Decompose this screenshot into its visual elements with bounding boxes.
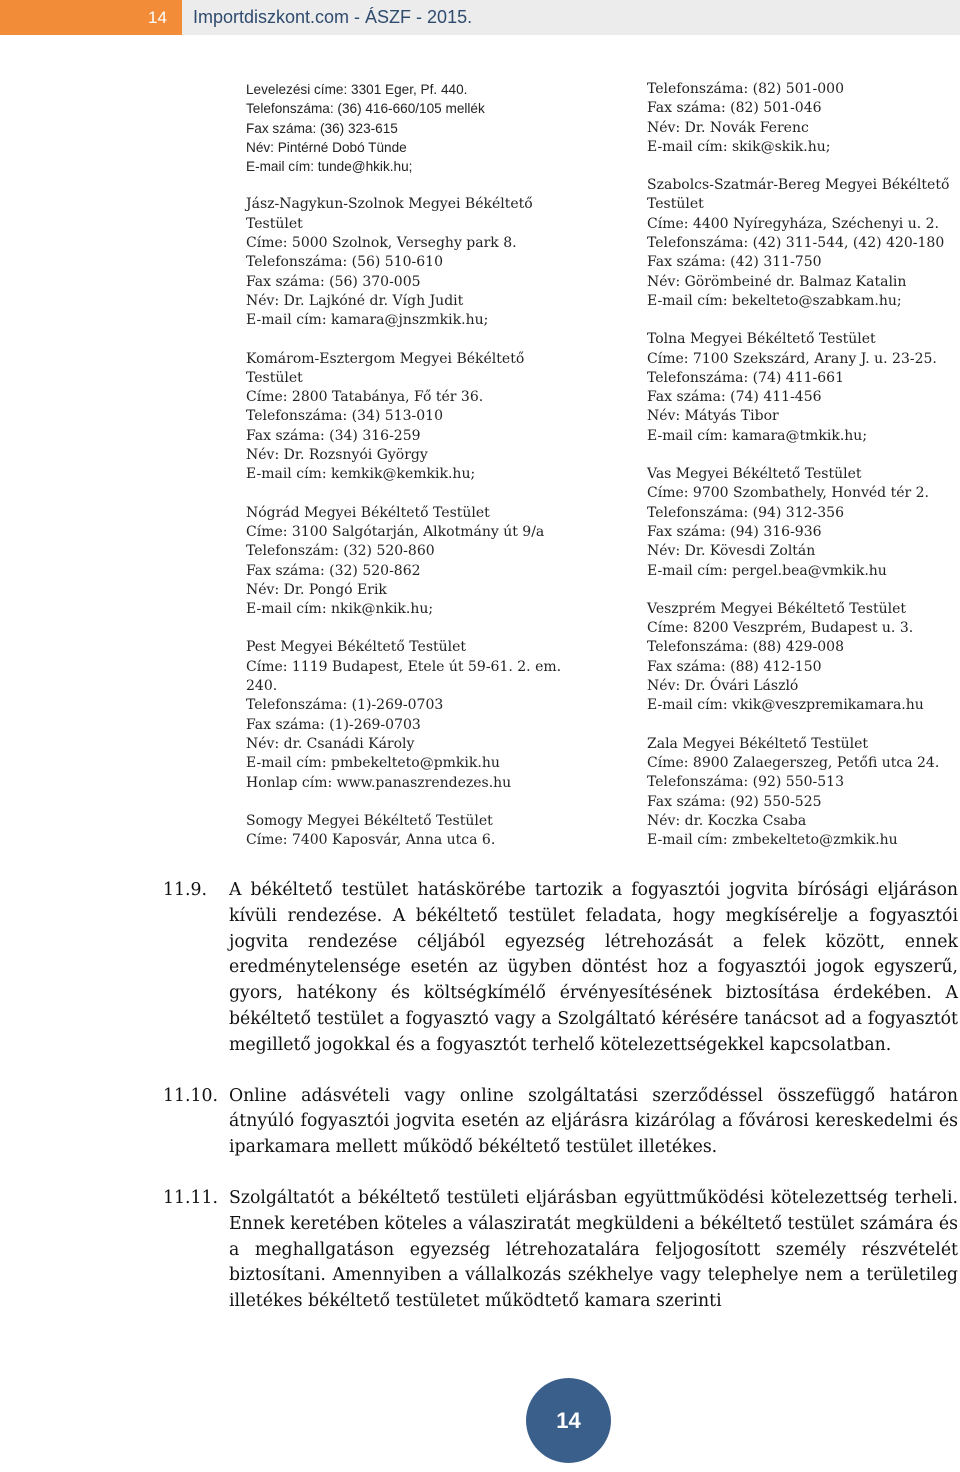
contact-line: Levelezési címe: 3301 Eger, Pf. 440.: [246, 82, 468, 97]
clause-text: Online adásvételi vagy online szolgáltatási szerződéssel összefüggő határon átnyúló fogyasztói jogvita esetén az eljárásra kizárólag a fővárosi kereskedelmi és iparkamara mellett működő békéltető testület illetékes.: [229, 1085, 958, 1158]
contact-line: Fax száma: (82) 501-046: [647, 100, 822, 117]
contact-line: Telefonszáma: (94) 312-356: [647, 504, 844, 521]
contact-line: Címe: 7100 Szekszárd, Arany J. u. 23-25.: [647, 350, 937, 367]
page-number-badge: 14: [526, 1378, 611, 1463]
contact-line: Szabolcs-Szatmár-Bereg Megyei Békéltető: [647, 177, 950, 194]
contact-line: Fax száma: (42) 311-750: [647, 254, 822, 271]
contact-block: [246, 812, 586, 851]
contact-line: E-mail cím: pmbekelteto@pmkik.hu: [246, 755, 500, 772]
contact-line: E-mail cím: skik@skik.hu;: [647, 138, 831, 155]
clause-text: Szolgáltatót a békéltető testületi eljárásban együttműködési kötelezettség terheli. Ennek keretében köteles a válasziratát megküldeni a békéltető testület számára és a meghallgatáson egyezség létrehozatalára feljogosított személy részvételét biztosítani. Amennyiben a vállalkozás székhelye vagy telephelye nem a területileg illetékes békéltető testületet működtető kamara szerinti: [229, 1187, 958, 1312]
contact-line: Telefonszáma: (56) 510-610: [246, 254, 443, 271]
contact-line: Név: Dr. Lajkóné dr. Vígh Judit: [246, 292, 464, 309]
clause-number: 11.11.: [163, 1187, 218, 1208]
contact-line: E-mail cím: tunde@hkik.hu;: [246, 159, 413, 175]
contact-line: Címe: 3100 Salgótarján, Alkotmány út 9/a: [246, 523, 545, 540]
contact-line: Fax száma: (94) 316-936: [647, 523, 822, 540]
contact-line: Fax száma: (36) 323-615: [246, 120, 398, 136]
contact-line: Telefonszám: (32) 520-860: [246, 543, 435, 560]
clause-item: [163, 1084, 958, 1161]
contact-line: E-mail cím: bekelteto@szabkam.hu;: [647, 292, 902, 309]
contact-block: [647, 465, 947, 581]
contact-line: E-mail cím: vkik@veszpremikamara.hu: [647, 697, 924, 714]
contact-line: Név: Dr. Óvári László: [647, 678, 799, 695]
contact-line: Név: Görömbeiné dr. Balmaz Katalin: [647, 273, 907, 290]
clause-text: A békéltető testület hatáskörébe tartozik a fogyasztói jogvita bírósági eljáráson kívüli rendezése. A békéltető testület feladata, hogy megkísérelje a fogyasztói jogvita rendezése céljából egyezség létrehozását a felek között, ennek eredménytelensége esetén az ügyben döntést hoz a fogyasztói jogok egyszerű, gyors, hatékony és költségkímélő érvényesítésének biztosítása érdekében. A békéltető testület a fogyasztó vagy a Szolgáltató kérésére tanácsot ad a fogyasztót megillető jogokkal és a fogyasztót terhelő kötelezettségekkel kapcsolatban.: [229, 880, 958, 1055]
contact-line: Telefonszáma: (34) 513-010: [246, 408, 443, 425]
contact-line: Név: Mátyás Tibor: [647, 408, 779, 425]
contact-line: Fax száma: (32) 520-862: [246, 562, 421, 579]
contact-line: Telefonszáma: (88) 429-008: [647, 639, 844, 656]
contact-line: E-mail cím: kemkik@kemkik.hu;: [246, 466, 476, 483]
contact-line: Név: Dr. Rozsnyói György: [246, 447, 428, 464]
contact-line: Telefonszáma: (82) 501-000: [647, 81, 844, 97]
header-title: Importdiszkont.com - ÁSZF - 2015.: [193, 7, 473, 27]
contact-block: [246, 80, 586, 176]
clause-item: [163, 878, 958, 1059]
contact-line: Címe: 7400 Kaposvár, Anna utca 6.: [246, 832, 496, 849]
contact-line: Fax száma: (1)-269-0703: [246, 716, 421, 733]
contact-line: Név: Dr. Kövesdi Zoltán: [647, 543, 816, 560]
contact-block: [246, 504, 586, 620]
contact-line: Név: Dr. Novák Ferenc: [647, 119, 809, 136]
contact-line: E-mail cím: pergel.bea@vmkik.hu: [647, 562, 887, 579]
clause-number: 11.9.: [163, 880, 207, 900]
contact-line: E-mail cím: nkik@nkik.hu;: [246, 601, 434, 618]
contact-block: [246, 195, 586, 330]
contact-line: Címe: 4400 Nyíregyháza, Széchenyi u. 2.: [647, 215, 939, 232]
contact-line: Fax száma: (56) 370-005: [246, 273, 421, 290]
contact-line: E-mail cím: kamara@tmkik.hu;: [647, 427, 868, 444]
contact-line: Veszprém Megyei Békéltető Testület: [647, 600, 907, 617]
contact-line: E-mail cím: zmbekelteto@zmkik.hu: [647, 832, 898, 849]
clause-number: 11.10.: [163, 1085, 218, 1106]
contact-line: Telefonszáma: (1)-269-0703: [246, 697, 444, 714]
contact-line: Fax száma: (74) 411-456: [647, 389, 822, 406]
contact-line: Fax száma: (34) 316-259: [246, 427, 421, 444]
contact-line: Telefonszáma: (92) 550-513: [647, 774, 844, 791]
contact-block: [647, 330, 947, 446]
contact-line: Nógrád Megyei Békéltető Testület: [246, 504, 490, 521]
contact-line: Komárom-Esztergom Megyei Békéltető: [246, 350, 525, 367]
contact-line: Telefonszáma: (74) 411-661: [647, 369, 844, 386]
contact-block: [246, 638, 586, 792]
contact-line: Vas Megyei Békéltető Testület: [647, 466, 862, 483]
contact-line: Pest Megyei Békéltető Testület: [246, 639, 467, 656]
contact-line: Címe: 2800 Tatabánya, Fő tér 36.: [246, 389, 484, 406]
contact-block: [647, 600, 947, 716]
contact-line: Címe: 8900 Zalaegerszeg, Petőfi utca 24.: [647, 754, 940, 771]
contact-line: Címe: 8200 Veszprém, Budapest u. 3.: [647, 620, 914, 637]
contact-line: E-mail cím: kamara@jnszmkik.hu;: [246, 312, 489, 329]
contact-block: [647, 176, 950, 311]
contact-block: [647, 80, 947, 157]
clause-item: [163, 1186, 958, 1315]
contact-line: Zala Megyei Békéltető Testület: [647, 735, 869, 752]
contact-line: Címe: 5000 Szolnok, Verseghy park 8.: [246, 235, 517, 252]
contact-line: Telefonszáma: (36) 416-660/105 mellék: [246, 101, 485, 117]
contact-line: Honlap cím: www.panaszrendezes.hu: [246, 774, 512, 791]
contact-line: Fax száma: (88) 412-150: [647, 658, 822, 675]
contact-block: [246, 350, 586, 485]
contact-line: Fax száma: (92) 550-525: [647, 793, 822, 810]
contact-line: Testület: [647, 196, 704, 213]
contact-line: Név: dr. Csanádi Károly: [246, 735, 415, 752]
clauses-section: [163, 878, 958, 1340]
contact-block: [647, 735, 947, 851]
contact-line: Név: Pintérné Dobó Tünde: [246, 139, 407, 155]
right-contact-column: [647, 80, 950, 869]
contact-line: Név: Dr. Pongó Erik: [246, 581, 387, 598]
contact-line: Tolna Megyei Békéltető Testület: [647, 331, 876, 348]
contact-line: Somogy Megyei Békéltető Testület: [246, 812, 493, 829]
left-contact-column: [246, 80, 586, 869]
contact-line: Címe: 9700 Szombathely, Honvéd tér 2.: [647, 485, 930, 502]
contact-line: Címe: 1119 Budapest, Etele út 59-61. 2. em.: [246, 658, 562, 675]
header-page-number: 14: [0, 0, 182, 35]
contact-line: Telefonszáma: (42) 311-544, (42) 420-180: [647, 235, 945, 252]
contact-line: Jász-Nagykun-Szolnok Megyei Békéltető: [246, 196, 533, 213]
contact-line: Testület: [246, 215, 303, 232]
contact-line: 240.: [246, 678, 278, 695]
contact-line: Testület: [246, 369, 303, 386]
contact-line: Név: dr. Koczka Csaba: [647, 812, 807, 829]
